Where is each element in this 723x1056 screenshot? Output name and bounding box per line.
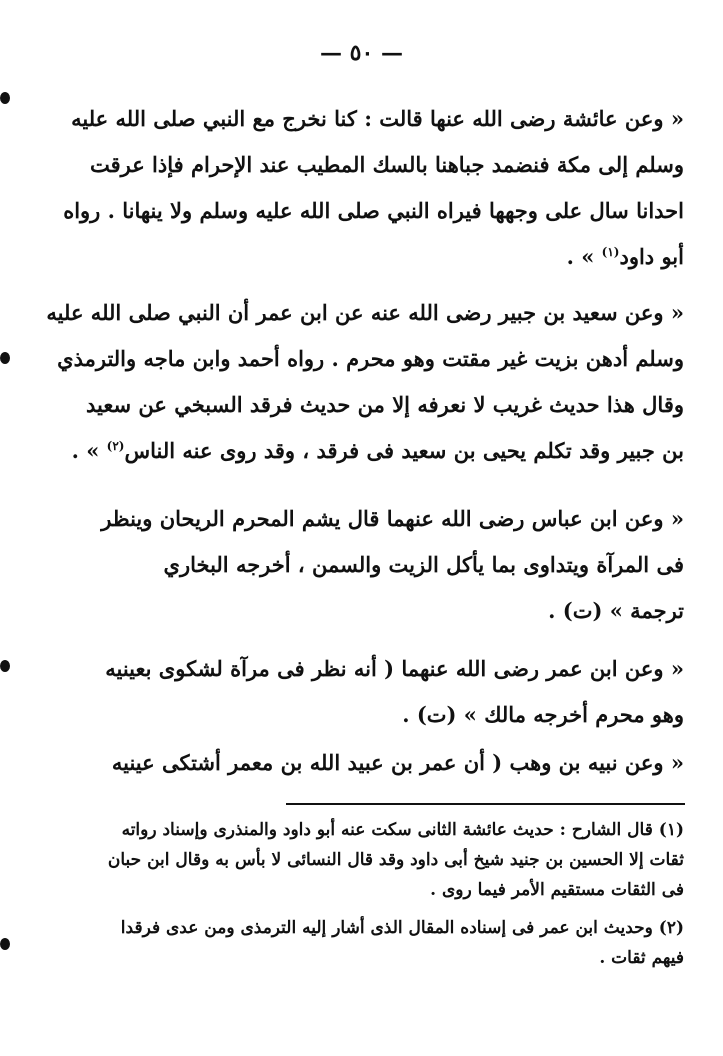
- footnote-separator: [286, 803, 685, 805]
- hadith-paragraph-3: [38, 496, 684, 634]
- text-segment: » .: [566, 244, 602, 269]
- margin-ink-mark: [0, 92, 10, 104]
- text-line: « وعن ابن عباس رضى الله عنهما قال يشم المحرم الريحان وينظر: [101, 506, 684, 531]
- text-segment: » .: [71, 438, 107, 463]
- footnote-ref-2: (٢): [106, 439, 125, 453]
- text-line: « وعن ابن عمر رضى الله عنهما ( أنه نظر فى مرآة لشكوى بعينيه: [105, 656, 684, 681]
- text-line: « وعن نبيه بن وهب ( أن عمر بن عبيد الله بن معمر أشتكى عينيه: [111, 750, 684, 775]
- text-line: « وعن عائشة رضى الله عنها قالت : كنا نخرج مع النبي صلى الله عليه: [71, 106, 684, 131]
- footnote-line: فيهم ثقات .: [599, 948, 684, 968]
- margin-ink-mark: [0, 938, 10, 950]
- text-line: ترجمة » (ت) .: [548, 598, 684, 623]
- footnote-1: [38, 815, 684, 905]
- text-line: احدانا سال على وجهها فيراه النبي صلى الله عليه وسلم ولا ينهانا . رواه: [63, 198, 684, 223]
- text-segment: بن جبير وقد تكلم يحيى بن سعيد فى فرقد ، وقد روى عنه الناس: [124, 438, 684, 463]
- hadith-paragraph-2: [38, 290, 684, 474]
- footnotes: [38, 815, 684, 981]
- text-line: وقال هذا حديث غريب لا نعرفه إلا من حديث فرقد السبخي عن سعيد: [85, 392, 684, 417]
- text-segment: أبو داود: [619, 244, 684, 269]
- text-line: « وعن سعيد بن جبير رضى الله عنه عن ابن عمر أن النبي صلى الله عليه: [46, 300, 684, 325]
- text-line: [38, 234, 684, 280]
- footnote-line: فى الثقات مستقيم الأمر فيما روى .: [430, 880, 684, 900]
- text-line: وسلم أدهن بزيت غير مقتت وهو محرم . رواه أحمد وابن ماجه والترمذي: [57, 346, 684, 371]
- footnote-line: ثقات إلا الحسين بن جنيد شيخ أبى داود وقد قال النسائى لا بأس به وقال ابن حبان: [107, 850, 684, 870]
- text-line: [38, 428, 684, 474]
- footnote-2: [38, 913, 684, 973]
- footnote-ref-1: (١): [601, 245, 620, 259]
- margin-ink-mark: [0, 352, 10, 364]
- text-line: وهو محرم أخرجه مالك » (ت) .: [402, 702, 684, 727]
- footnote-line: (٢) وحديث ابن عمر فى إسناده المقال الذى أشار إليه الترمذى ومن عدى فرقدا: [120, 918, 684, 938]
- text-line: فى المرآة ويتداوى بما يأكل الزيت والسمن ، أخرجه البخاري: [163, 552, 684, 577]
- footnote-line: (١) قال الشارح : حديث عائشة الثانى سكت عنه أبو داود والمنذرى وإسناد رواته: [121, 820, 684, 840]
- hadith-paragraph-1: [38, 96, 684, 280]
- hadith-paragraph-4: [38, 646, 684, 738]
- margin-ink-mark: [0, 660, 10, 672]
- text-line: وسلم إلى مكة فنضمد جباهنا بالسك المطيب عند الإحرام فإذا عرقت: [89, 152, 684, 177]
- page-number: — ٥٠ —: [320, 40, 403, 66]
- hadith-paragraph-5: [38, 740, 684, 786]
